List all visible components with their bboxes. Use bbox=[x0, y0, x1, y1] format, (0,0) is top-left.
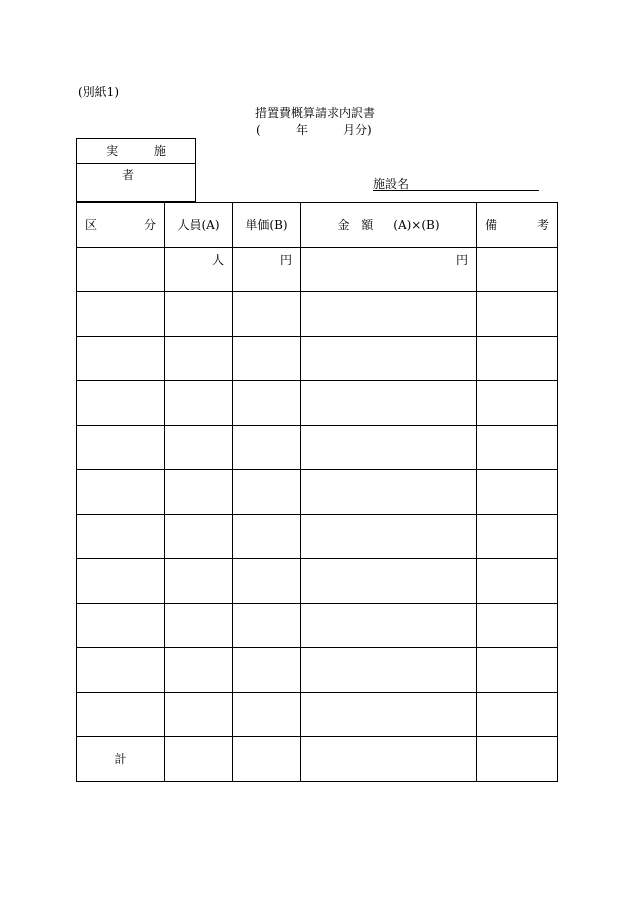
amount-cell[interactable] bbox=[301, 336, 477, 381]
amount-cell[interactable] bbox=[301, 514, 477, 559]
persons-cell[interactable] bbox=[165, 603, 233, 648]
persons-cell[interactable] bbox=[165, 292, 233, 337]
header-row bbox=[77, 203, 558, 248]
persons-cell[interactable] bbox=[165, 425, 233, 470]
header-unit-price bbox=[233, 203, 301, 248]
table-row bbox=[77, 292, 558, 337]
unit-price-cell[interactable] bbox=[233, 292, 301, 337]
unit-price-cell[interactable] bbox=[233, 425, 301, 470]
remarks-cell[interactable] bbox=[477, 336, 558, 381]
amount-cell[interactable] bbox=[301, 692, 477, 737]
header-unit-price-label: 単価(B) bbox=[245, 218, 288, 233]
amount-cell[interactable] bbox=[301, 247, 477, 292]
total-amount-cell[interactable] bbox=[301, 737, 477, 782]
total-unit-price-cell[interactable] bbox=[233, 737, 301, 782]
remarks-cell[interactable] bbox=[477, 559, 558, 604]
remarks-cell[interactable] bbox=[477, 692, 558, 737]
table-row bbox=[77, 648, 558, 693]
document-title: 措置費概算請求内訳書 bbox=[254, 106, 375, 120]
period-month-label: 月分) bbox=[343, 123, 372, 137]
remarks-cell[interactable] bbox=[477, 292, 558, 337]
amount-cell[interactable] bbox=[301, 559, 477, 604]
remarks-cell[interactable] bbox=[477, 648, 558, 693]
unit-label: 円 bbox=[455, 252, 468, 267]
remarks-cell[interactable] bbox=[477, 381, 558, 426]
unit-price-cell[interactable] bbox=[233, 692, 301, 737]
remarks-cell[interactable] bbox=[477, 247, 558, 292]
category-cell[interactable] bbox=[77, 470, 165, 515]
table-row bbox=[77, 247, 558, 292]
table-row bbox=[77, 559, 558, 604]
amount-cell[interactable] bbox=[301, 603, 477, 648]
persons-cell[interactable] bbox=[165, 648, 233, 693]
remarks-cell[interactable] bbox=[477, 470, 558, 515]
amount-cell[interactable] bbox=[301, 381, 477, 426]
category-cell[interactable] bbox=[77, 381, 165, 426]
table-row bbox=[77, 470, 558, 515]
table-row bbox=[77, 381, 558, 426]
table-row bbox=[77, 425, 558, 470]
header-persons bbox=[165, 203, 233, 248]
unit-label: 人 bbox=[211, 252, 224, 267]
header-remarks-part2: 考 bbox=[536, 218, 549, 233]
category-cell[interactable] bbox=[77, 514, 165, 559]
unit-price-cell[interactable] bbox=[233, 470, 301, 515]
header-amount bbox=[301, 203, 477, 248]
header-amount-label: 金 額 bbox=[337, 218, 378, 233]
total-label: 計 bbox=[114, 752, 127, 767]
category-cell[interactable] bbox=[77, 692, 165, 737]
total-row bbox=[77, 737, 558, 782]
table-row bbox=[77, 336, 558, 381]
persons-cell[interactable] bbox=[165, 247, 233, 292]
header-amount-formula: (A)×(B) bbox=[393, 217, 440, 232]
unit-price-cell[interactable] bbox=[233, 247, 301, 292]
total-remarks-cell[interactable] bbox=[477, 737, 558, 782]
table-row bbox=[77, 603, 558, 648]
category-cell[interactable] bbox=[77, 425, 165, 470]
category-cell[interactable] bbox=[77, 559, 165, 604]
amount-cell[interactable] bbox=[301, 425, 477, 470]
persons-cell[interactable] bbox=[165, 381, 233, 426]
persons-cell[interactable] bbox=[165, 514, 233, 559]
unit-label: 円 bbox=[279, 252, 292, 267]
implementer-label: 実 施 者 bbox=[77, 139, 195, 164]
period-open-paren: ( bbox=[256, 123, 261, 137]
header-remarks bbox=[477, 203, 558, 248]
remarks-cell[interactable] bbox=[477, 514, 558, 559]
amount-cell[interactable] bbox=[301, 470, 477, 515]
header-category bbox=[77, 203, 165, 248]
remarks-cell[interactable] bbox=[477, 603, 558, 648]
persons-cell[interactable] bbox=[165, 692, 233, 737]
facility-label: 施設名 bbox=[373, 177, 410, 191]
total-label-cell bbox=[77, 737, 165, 782]
table-row bbox=[77, 514, 558, 559]
unit-price-cell[interactable] bbox=[233, 559, 301, 604]
category-cell[interactable] bbox=[77, 603, 165, 648]
unit-price-cell[interactable] bbox=[233, 603, 301, 648]
persons-cell[interactable] bbox=[165, 470, 233, 515]
persons-cell[interactable] bbox=[165, 336, 233, 381]
category-cell[interactable] bbox=[77, 648, 165, 693]
unit-price-cell[interactable] bbox=[233, 336, 301, 381]
header-category-part1: 区 bbox=[85, 218, 98, 233]
table-row bbox=[77, 692, 558, 737]
unit-price-cell[interactable] bbox=[233, 514, 301, 559]
header-remarks-part1: 備 bbox=[485, 218, 498, 233]
category-cell[interactable] bbox=[77, 247, 165, 292]
remarks-cell[interactable] bbox=[477, 425, 558, 470]
persons-cell[interactable] bbox=[165, 559, 233, 604]
facility-name-field[interactable] bbox=[373, 190, 539, 191]
unit-price-cell[interactable] bbox=[233, 648, 301, 693]
annex-label: (別紙1) bbox=[78, 85, 119, 99]
breakdown-table bbox=[76, 202, 558, 782]
period-year-label: 年 bbox=[296, 123, 309, 137]
amount-cell[interactable] bbox=[301, 292, 477, 337]
header-persons-label: 人員(A) bbox=[177, 218, 220, 233]
implementer-box bbox=[76, 138, 196, 202]
unit-price-cell[interactable] bbox=[233, 381, 301, 426]
amount-cell[interactable] bbox=[301, 648, 477, 693]
category-cell[interactable] bbox=[77, 336, 165, 381]
header-category-part2: 分 bbox=[143, 218, 156, 233]
category-cell[interactable] bbox=[77, 292, 165, 337]
total-persons-cell[interactable] bbox=[165, 737, 233, 782]
